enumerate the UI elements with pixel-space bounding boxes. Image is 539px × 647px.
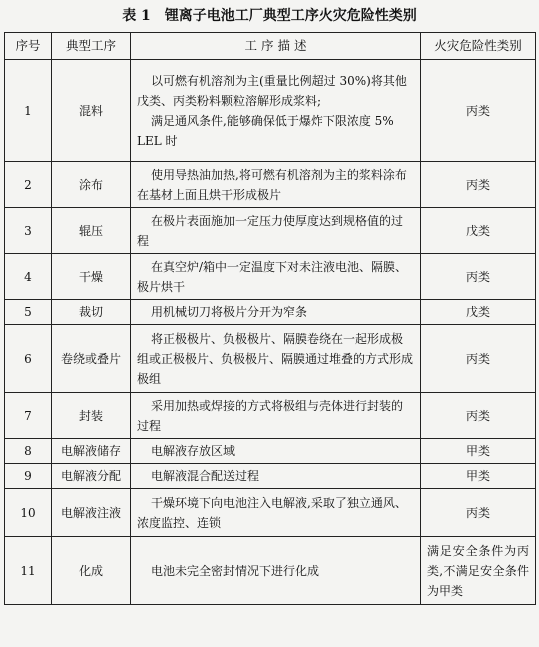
description-paragraph: 将正极极片、负极极片、隔膜卷绕在一起形成极组或正极极片、负极极片、隔膜通过堆叠的方式形成极组: [137, 331, 414, 386]
row-process-name: 电解液注液: [52, 489, 131, 537]
hazard-class-text: 甲类: [465, 469, 490, 483]
description-paragraph: 干燥环境下向电池注入电解液,采取了独立通风、浓度监控、连锁: [137, 495, 407, 530]
table-row: [5, 162, 536, 208]
hazard-class-text: 丙类: [465, 408, 490, 423]
row-hazard-class: [421, 162, 536, 208]
row-hazard-class: [421, 537, 536, 605]
hazard-class-text: 丙类: [465, 177, 490, 192]
row-index: 6: [5, 325, 52, 393]
row-index: 7: [5, 393, 52, 439]
row-index: 3: [5, 208, 52, 254]
row-description: [131, 393, 421, 439]
description-paragraph: 采用加热或焊接的方式将极组与壳体进行封装的过程: [137, 398, 404, 433]
table-number: 表 1: [122, 8, 151, 24]
row-index: 5: [5, 300, 52, 325]
row-process-name: 电解液储存: [52, 439, 131, 464]
table-row: [5, 300, 536, 325]
row-hazard-class: [421, 208, 536, 254]
row-description: [131, 464, 421, 489]
row-index: 11: [5, 537, 52, 605]
description-paragraph: 满足通风条件,能够确保低于爆炸下限浓度 5% LEL 时: [137, 113, 394, 148]
hazard-class-text: 满足安全条件为丙类,不满足安全条件为甲类: [427, 543, 529, 598]
header-index: 序号: [5, 33, 52, 60]
table-row: [5, 464, 536, 489]
row-process-name: 裁切: [52, 300, 131, 325]
row-description: [131, 325, 421, 393]
row-process-name: 化成: [52, 537, 131, 605]
row-process-name: 封装: [52, 393, 131, 439]
row-index: 10: [5, 489, 52, 537]
table-row: [5, 208, 536, 254]
table-row: [5, 325, 536, 393]
hazard-class-text: 甲类: [465, 444, 490, 458]
table-row: [5, 393, 536, 439]
row-process-name: 辊压: [52, 208, 131, 254]
hazard-class-text: 戊类: [465, 305, 490, 319]
description-paragraph: 使用导热油加热,将可燃有机溶剂为主的浆料涂布在基材上面且烘干形成极片: [137, 167, 407, 202]
hazard-class-text: 丙类: [465, 351, 490, 366]
row-process-name: 电解液分配: [52, 464, 131, 489]
row-description: [131, 300, 421, 325]
description-paragraph: 在极片表面施加一定压力使厚度达到规格值的过程: [137, 213, 404, 248]
row-description: [131, 254, 421, 300]
table-row: [5, 60, 536, 162]
hazard-class-text: 丙类: [465, 103, 490, 118]
row-description: [131, 439, 421, 464]
table-row: [5, 439, 536, 464]
row-process-name: 卷绕或叠片: [52, 325, 131, 393]
row-process-name: 混料: [52, 60, 131, 162]
row-process-name: 干燥: [52, 254, 131, 300]
row-description: [131, 208, 421, 254]
hazard-class-text: 戊类: [465, 223, 490, 238]
row-description: [131, 162, 421, 208]
description-paragraph: 用机械切刀将极片分开为窄条: [151, 305, 308, 319]
hazard-table: [4, 32, 536, 605]
row-hazard-class: [421, 254, 536, 300]
table-title: 锂离子电池工厂典型工序火灾危险性类别: [164, 8, 417, 24]
table-body: [5, 60, 536, 605]
header-description: 工 序 描 述: [131, 33, 421, 60]
row-hazard-class: [421, 325, 536, 393]
description-paragraph: 在真空炉/箱中一定温度下对未注液电池、隔膜、极片烘干: [137, 259, 408, 294]
table-row: [5, 254, 536, 300]
row-description: [131, 60, 421, 162]
table-row: [5, 537, 536, 605]
row-hazard-class: [421, 489, 536, 537]
hazard-class-text: 丙类: [465, 269, 490, 284]
header-process: 典型工序: [52, 33, 131, 60]
row-index: 2: [5, 162, 52, 208]
row-hazard-class: [421, 393, 536, 439]
description-paragraph: 电池未完全密封情况下进行化成: [151, 563, 320, 578]
description-paragraph: 以可燃有机溶剂为主(重量比例超过 30%)将其他戊类、丙类粉料颗粒溶解形成浆料;: [137, 73, 407, 108]
row-hazard-class: [421, 300, 536, 325]
row-index: 4: [5, 254, 52, 300]
table-row: [5, 489, 536, 537]
row-index: 8: [5, 439, 52, 464]
row-index: 1: [5, 60, 52, 162]
description-paragraph: 电解液存放区域: [151, 444, 236, 458]
table-caption: [0, 6, 539, 26]
row-hazard-class: [421, 439, 536, 464]
row-description: [131, 489, 421, 537]
row-hazard-class: [421, 60, 536, 162]
row-hazard-class: [421, 464, 536, 489]
header-class: 火灾危险性类别: [421, 33, 536, 60]
row-process-name: 涂布: [52, 162, 131, 208]
header-row: [5, 33, 536, 60]
row-description: [131, 537, 421, 605]
description-paragraph: 电解液混合配送过程: [151, 469, 260, 483]
row-index: 9: [5, 464, 52, 489]
hazard-class-text: 丙类: [465, 505, 490, 520]
